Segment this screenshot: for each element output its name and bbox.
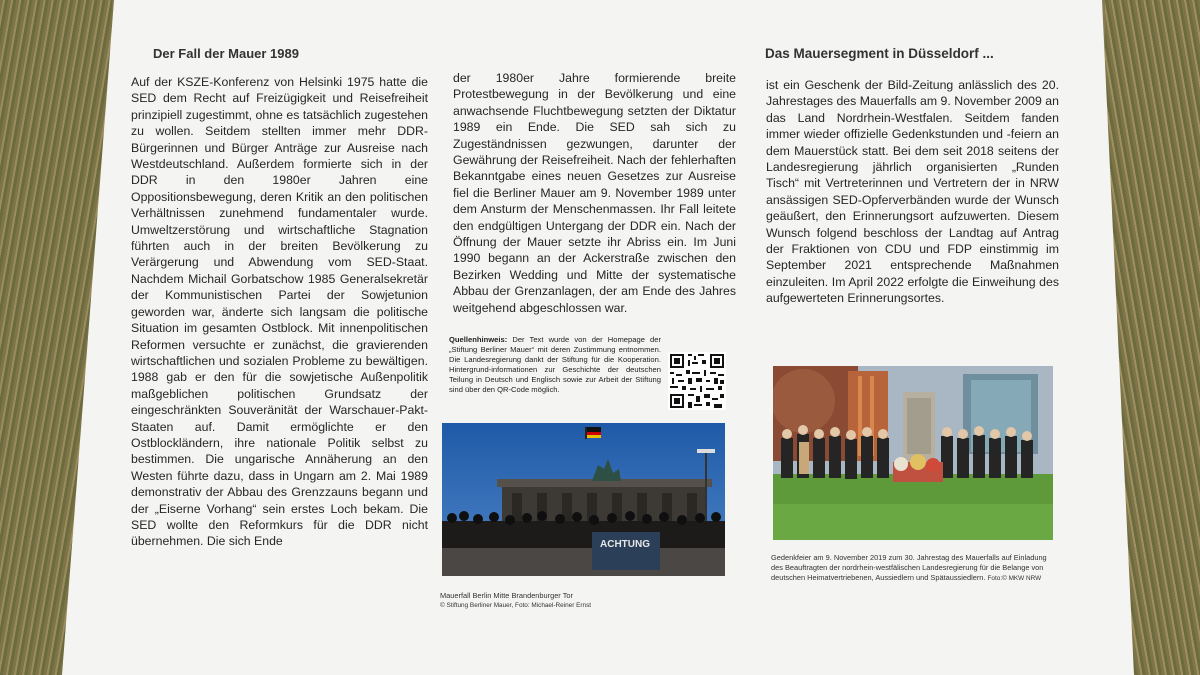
col3-text bbox=[766, 77, 1059, 307]
col2-paragraph: der 1980er Jahre formierende breite Protestbewegung in der Bevölkerung und eine anwachsende Fluchtbewegung setzten der Diktatur 1989 ein Ende. Die SED sah sich zu Zugeständnissen gezwungen, darunter der Gewährung der Reisefreiheit. Nach der fehlerhaften Bekanntgabe eines neuen Gesetzes zur Ausreise fiel die Berliner Mauer am 9. November 1989 unter dem Ansturm der Menschenmassen. Ihr Fall leitete den endgültigen Untergang der DDR ein. Nach der Öffnung der Mauer setzte ihr Abriss ein. Im Juni 1990 begann an der Ackerstraße zwischen den Bezirken Wedding und Mitte der systematische Abbau der Grenzanlagen, der am Ende des Jahres weitgehend abgeschlossen war. bbox=[453, 71, 736, 315]
heading-fall-der-mauer: Der Fall der Mauer 1989 bbox=[153, 46, 299, 61]
qr-code-graphic bbox=[668, 352, 726, 410]
source-text: Der Text wurde von der Homepage der „Stiftung Berliner Mauer“ mit deren Zustimmung entnommen. Die Landesregierung dankt der Stiftung für die Kooperation. Hintergrund-informationen zur Geschichte der deutschen Teilung in Deutsch und Englisch sowie zur Arbeit der Stiftung sind über den QR-Code möglich. bbox=[449, 335, 661, 394]
caption-text-col2: Mauerfall Berlin Mitte Brandenburger Tor bbox=[440, 591, 573, 600]
caption-credit-col3: Foto:© MKW NRW bbox=[987, 575, 1042, 582]
caption-gedenkfeier bbox=[771, 553, 1053, 584]
source-label: Quellenhinweis: bbox=[449, 335, 508, 344]
photo-gedenkfeier bbox=[773, 366, 1053, 540]
photo-brandenburger-tor bbox=[442, 423, 725, 576]
col1-paragraph: Auf der KSZE-Konferenz von Helsinki 1975 hatte die SED dem Recht auf Freizügigkeit und Reisefreiheit prinzipiell zugestimmt, ohne es tatsächlich zugestehen zu wollen. Seitdem stellten immer mehr DDR-Bürgerinnen und Bürger Anträge zur Ausreise nach Westdeutschland. Außerdem formierte sich in der DDR in den 1980er Jahren eine Oppositionsbewegung, deren Kritik an den politischen Verhältnissen zunehmend fundamentaler wurde. Umweltzerstörung und wirtschaftliche Stagnation führten auch in der breiten Bevölkerung zu Verärgerung und Abwendung vom SED-Staat. Nachdem Michail Gorbatschow 1985 Generalsekretär der Kommunistischen Partei der Sowjetunion geworden war, änderte sich langsam die politische Situation im gesamten Ostblock. Mit innenpolitischen Reformen versuchte er zunächst, die gravierenden wirtschaftlichen und sozialen Probleme zu bewältigen. 1988 gab er den für die sowjetische Außenpolitik maßgeblichen politischen Grundsatz der eingeschränkten Souveränität der Warschauer-Pakt-Staaten auf. Damit ermöglichte er den Ostblockländern, ihre nationale Politik selbst zu bestimmen. Die ungarische Annäherung an den Westen führte dazu, dass in Ungarn am 2. Mai 1989 demonstrativ der Abbau des Grenzzauns begann und der „Eiserne Vorhang“ sein erstes Loch bekam. Die SED wollte den Reformkurs für die DDR nicht übernehmen. Die sich Ende bbox=[131, 75, 428, 549]
caption-brandenburger-tor bbox=[440, 591, 730, 611]
heading-mauersegment: Das Mauersegment in Düsseldorf ... bbox=[765, 46, 994, 61]
col3-paragraph: ist ein Geschenk der Bild-Zeitung anlässlich des 20. Jahrestages des Mauerfalls am 9. November 2009 an das Land Nordrhein-Westfalen. Seitdem fanden immer wieder offizielle Gedenkstunden und -feiern an dem Mauerstück statt. Bei dem seit 2018 seitens der Landesregierung jährlich organisierten „Runden Tisch“ mit Vertreterinnen und Vertretern der in NRW ansässigen SED-Opferverbänden wurde der Wunsch geäußert, den Erinnerungsort aufzuwerten. Diesem Wunsch folgend beschloss der Landtag auf Antrag der Fraktionen von CDU und FDP einstimmig im September 2021 entsprechende Maßnahmen einzuleiten. Im April 2022 erfolgte die Einweihung des aufgewerteten Erinnerungsortes. bbox=[766, 78, 1059, 306]
gedenkfeier-image bbox=[773, 366, 1053, 540]
banner-text: ACHTUNG bbox=[600, 539, 650, 550]
brandenburger-tor-image bbox=[442, 423, 725, 576]
caption-text-col3: Gedenkfeier am 9. November 2019 zum 30. Jahrestag des Mauerfalls auf Einladung des Beauftragten der nordrhein-westfälischen Landesregierung für die Belange von deutschen Heimatvertriebenen, Aussiedlern und Spätaussiedlern. bbox=[771, 553, 1047, 582]
col1-text bbox=[131, 74, 428, 550]
source-note bbox=[449, 335, 661, 395]
caption-credit-col2: © Stiftung Berliner Mauer, Foto: Michael-Reiner Ernst bbox=[440, 602, 592, 609]
col2-text bbox=[453, 70, 736, 316]
qr-code[interactable] bbox=[668, 352, 726, 410]
